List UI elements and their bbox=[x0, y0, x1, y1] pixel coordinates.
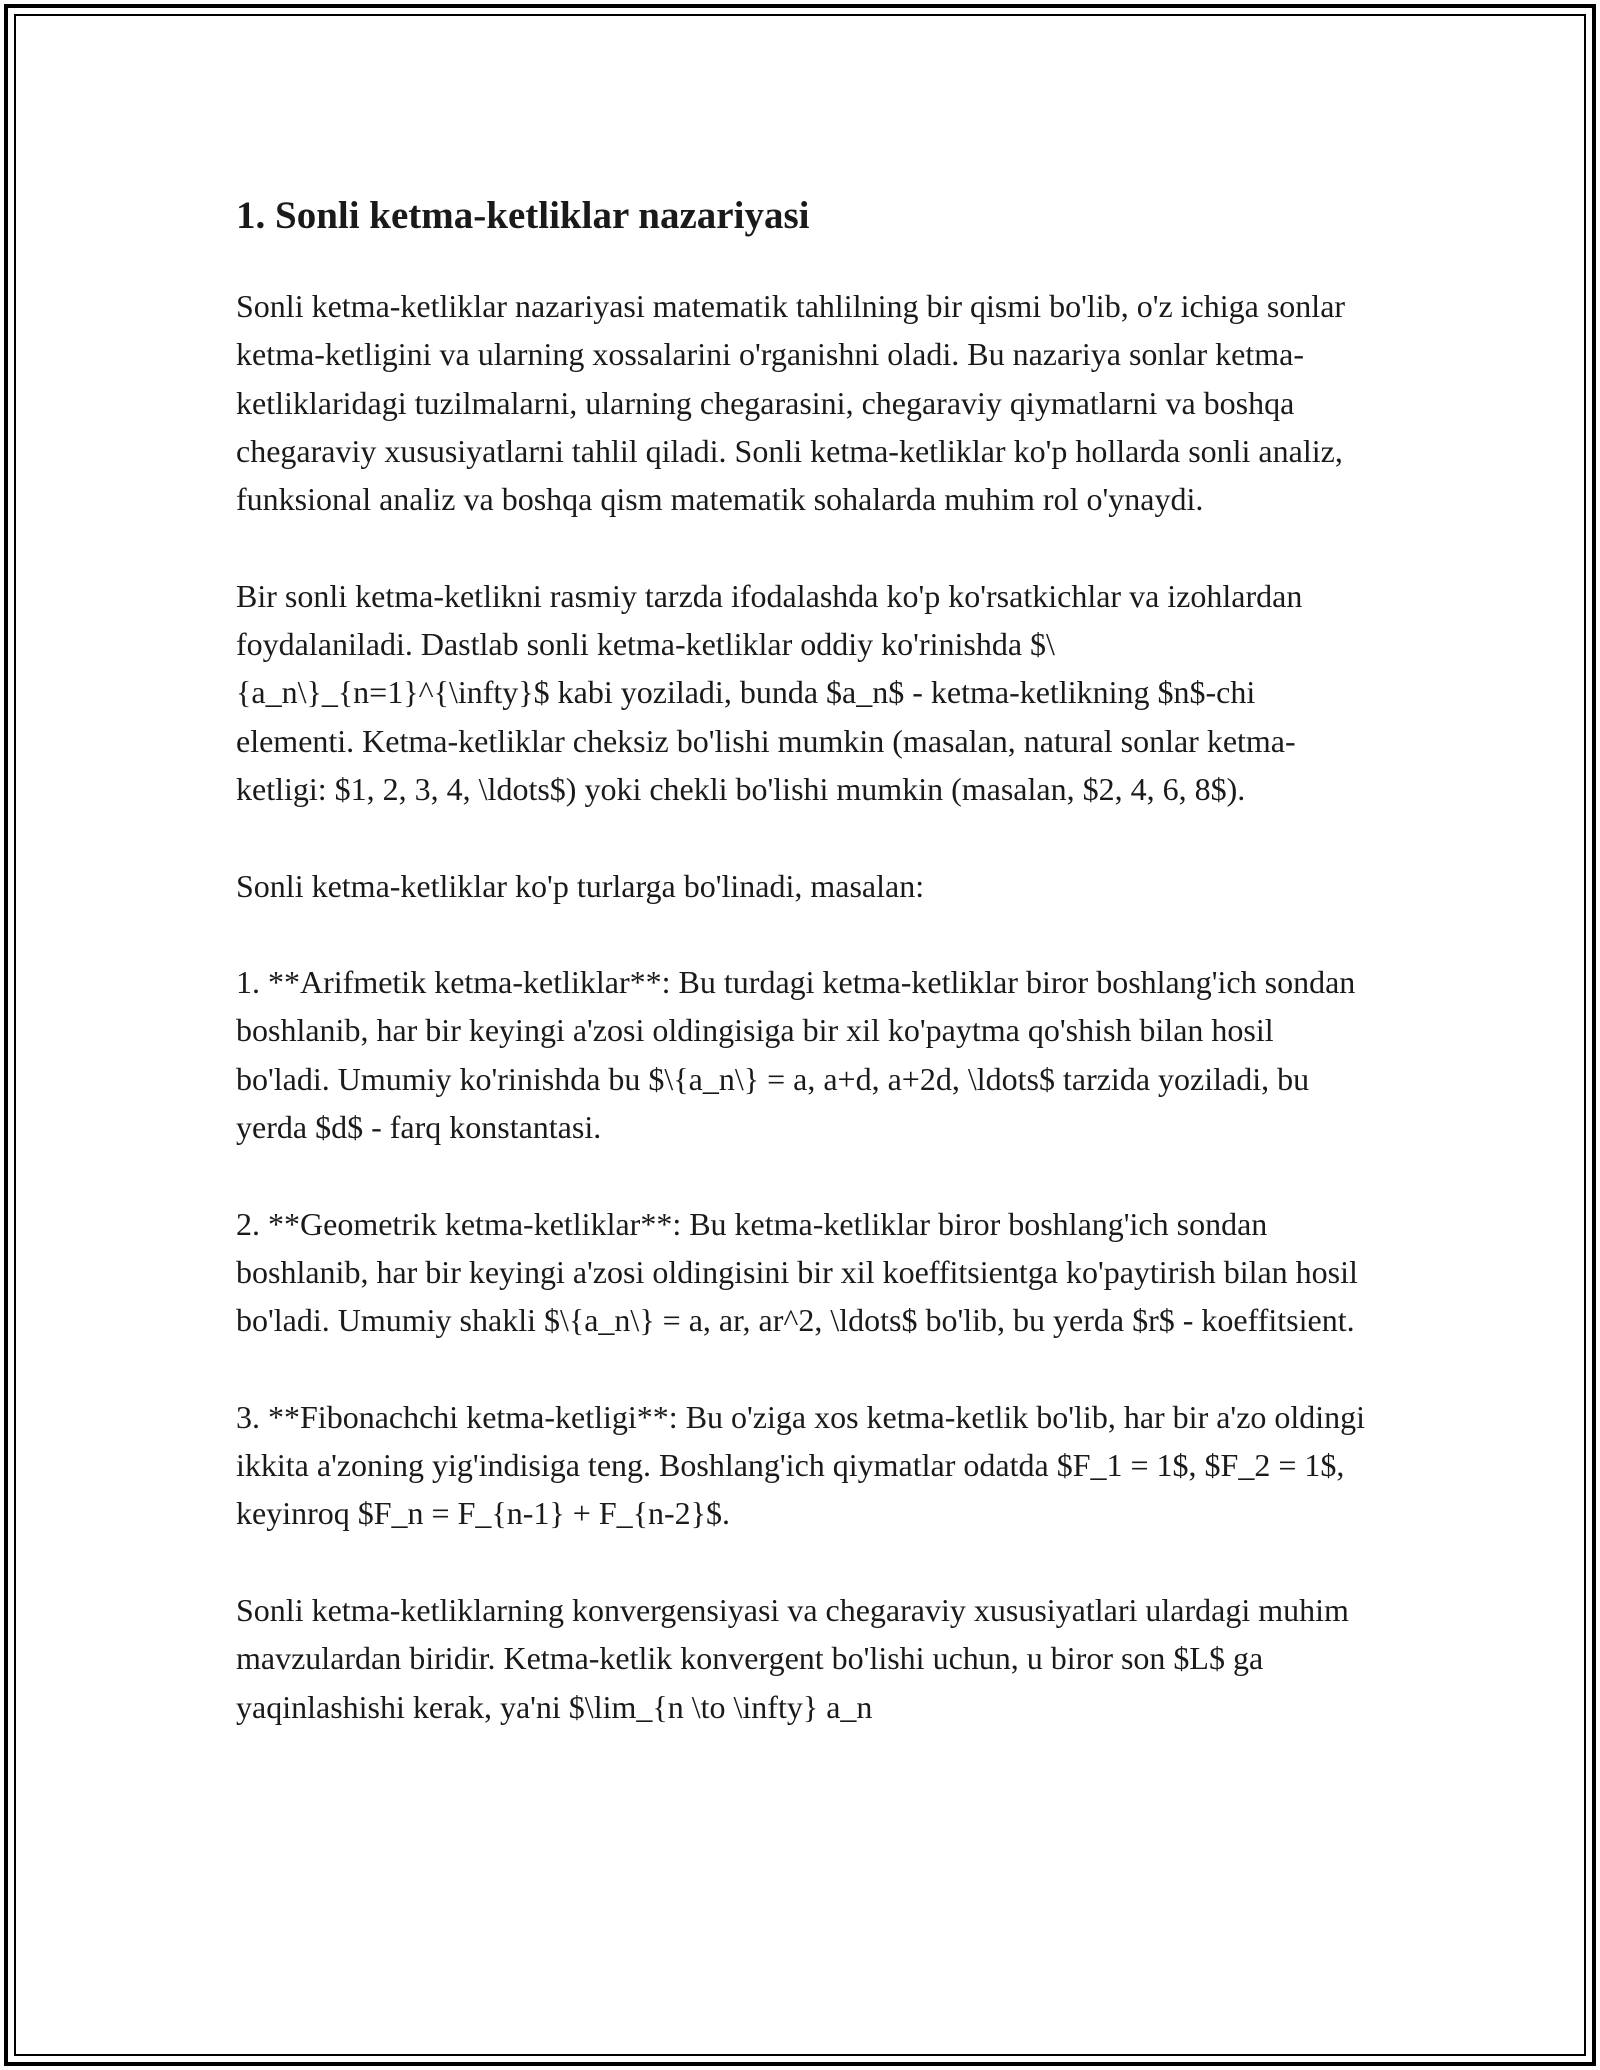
paragraph-notation: Bir sonli ketma-ketlikni rasmiy tarzda ifodalashda ko'p ko'rsatkichlar va izohlardan foydalaniladi. Dastlab sonli ketma-ketliklar oddiy ko'rinishda $\{a_n\}_{n=1}^{\infty}$ kabi yoziladi, bunda $a_n$ - ketma-ketlikning $n$-chi elementi. Ketma-ketliklar cheksiz bo'lishi mumkin (masalan, natural sonlar ketma-ketligi: $1, 2, 3, 4, \ldots$) yoki chekli bo'lishi mumkin (masalan, $2, 4, 6, 8$). bbox=[236, 577, 1303, 807]
paragraph-arithmetic: 1. **Arifmetik ketma-ketliklar**: Bu turdagi ketma-ketliklar biror boshlang'ich sondan boshlanib, har bir keyingi a'zosi oldingisiga bir xil ko'paytma qo'shish bilan hosil bo'ladi. Umumiy ko'rinishda bu $\{a_n\} = a, a+d, a+2d, \ldots$ tarzida yoziladi, bu yerda $d$ - farq konstantasi. bbox=[236, 964, 1356, 1146]
paragraph-intro: Sonli ketma-ketliklar nazariyasi matematik tahlilning bir qismi bo'lib, o'z ichiga sonlar ketma-ketligini va ularning xossalarini o'rganishni oladi. Bu nazariya sonlar ketma-ketliklaridagi tuzilmalarni, ularning chegarasini, chegaraviy qiymatlarni va boshqa chegaraviy xususiyatlarni tahlil qiladi. Sonli ketma-ketliklar ko'p hollarda sonli analiz, funksional analiz va boshqa qism matematik sohalarda muhim rol o'ynaydi. bbox=[236, 288, 1346, 518]
document-body bbox=[236, 180, 1366, 1779]
paragraph-geometric: 2. **Geometrik ketma-ketliklar**: Bu ketma-ketliklar biror boshlang'ich sondan boshlanib, har bir keyingi a'zosi oldingisini bir xil koeffitsientga ko'paytirish bilan hosil bo'ladi. Umumiy shakli $\{a_n\} = a, ar, ar^2, \ldots$ bo'lib, bu yerda $r$ - koeffitsient. bbox=[236, 1205, 1358, 1339]
paragraph-types-intro: Sonli ketma-ketliklar ko'p turlarga bo'linadi, masalan: bbox=[236, 867, 925, 904]
paragraph-fibonacci: 3. **Fibonachchi ketma-ketligi**: Bu o'ziga xos ketma-ketlik bo'lib, har bir a'zo oldingi ikkita a'zoning yig'indisiga teng. Boshlang'ich qiymatlar odatda $F_1 = 1$, $F_2 = 1$, keyinroq $F_n = F_{n-1} + F_{n-2}$. bbox=[236, 1398, 1366, 1532]
paragraph-convergence: Sonli ketma-ketliklarning konvergensiyasi va chegaraviy xususiyatlari ulardagi muhim mavzulardan biridir. Ketma-ketlik konvergent bo'lishi uchun, u biror son $L$ ga yaqinlashishi kerak, ya'ni $\lim_{n \to \infty} a_n bbox=[236, 1592, 1349, 1725]
section-heading: 1. Sonli ketma-ketliklar nazariyasi bbox=[236, 194, 810, 237]
